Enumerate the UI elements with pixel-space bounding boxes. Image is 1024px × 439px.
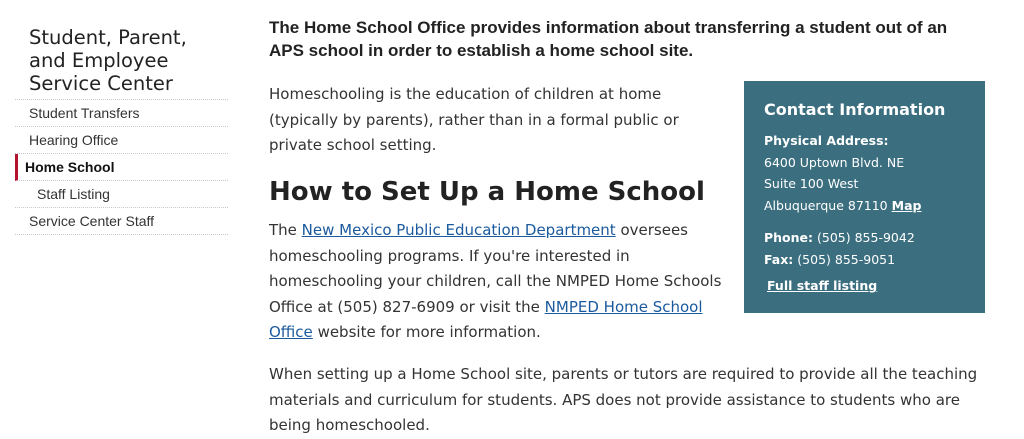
address-line-3-row (764, 195, 965, 217)
nmped-text-1: The (269, 221, 302, 239)
nmped-link[interactable]: New Mexico Public Education Department (301, 221, 616, 239)
fax-label: Fax: (764, 251, 794, 267)
map-link[interactable]: Map (891, 197, 922, 213)
sidebar-item-service-center-staff[interactable]: Service Center Staff (15, 208, 228, 235)
nmped-text-2: oversees homeschooling programs. If you're interested in homeschooling your children, call the NMPED Home Schools Office at (505) 827-6909 or visit the (269, 221, 722, 316)
address-line-2: Suite 100 West (764, 176, 859, 191)
sidebar-title: Student, Parent, and Employee Service Center (15, 0, 228, 100)
nmped-paragraph (269, 218, 729, 346)
nmped-home-school-office-link[interactable]: NMPED Home School Office (269, 297, 703, 341)
contact-info-box (744, 81, 985, 313)
address-line-1: 6400 Uptown Blvd. NE (764, 154, 905, 170)
nmped-text-3: website for more information. (312, 323, 541, 341)
sidebar-item-home-school[interactable]: Home School (15, 154, 228, 181)
sidebar-item-hearing-office[interactable]: Hearing Office (15, 127, 228, 154)
fax-number: (505) 855-9051 (797, 251, 896, 267)
section-heading: How to Set Up a Home School (269, 177, 705, 207)
spacer (764, 216, 965, 227)
fax-row (764, 249, 965, 271)
full-staff-listing-link[interactable]: Full staff listing (767, 278, 878, 293)
contact-title: Contact Information (764, 100, 946, 119)
phone-number: (505) 855-9042 (817, 230, 915, 245)
address-label: Physical Address: (764, 133, 889, 148)
homeschool-definition: Homeschooling is the education of children at home (typically by parents), rather than in a formal public or private school setting. (269, 85, 679, 154)
intro-text: The Home School Office provides information about transferring a student out of an APS school in order to establish a home school site. (269, 18, 948, 60)
phone-label: Phone: (764, 230, 814, 245)
address-line-3: Albuquerque 87110 (764, 197, 888, 213)
sidebar-item-staff-listing[interactable]: Staff Listing (15, 181, 228, 208)
setup-requirements-paragraph: When setting up a Home School site, parents or tutors are required to provide all the teaching materials and curriculum for students. APS does not provide assistance to students who are being homeschooled. (269, 365, 978, 434)
sidebar-item-student-transfers[interactable]: Student Transfers (15, 100, 228, 127)
sidebar-nav (15, 0, 228, 235)
phone-row (764, 227, 965, 249)
